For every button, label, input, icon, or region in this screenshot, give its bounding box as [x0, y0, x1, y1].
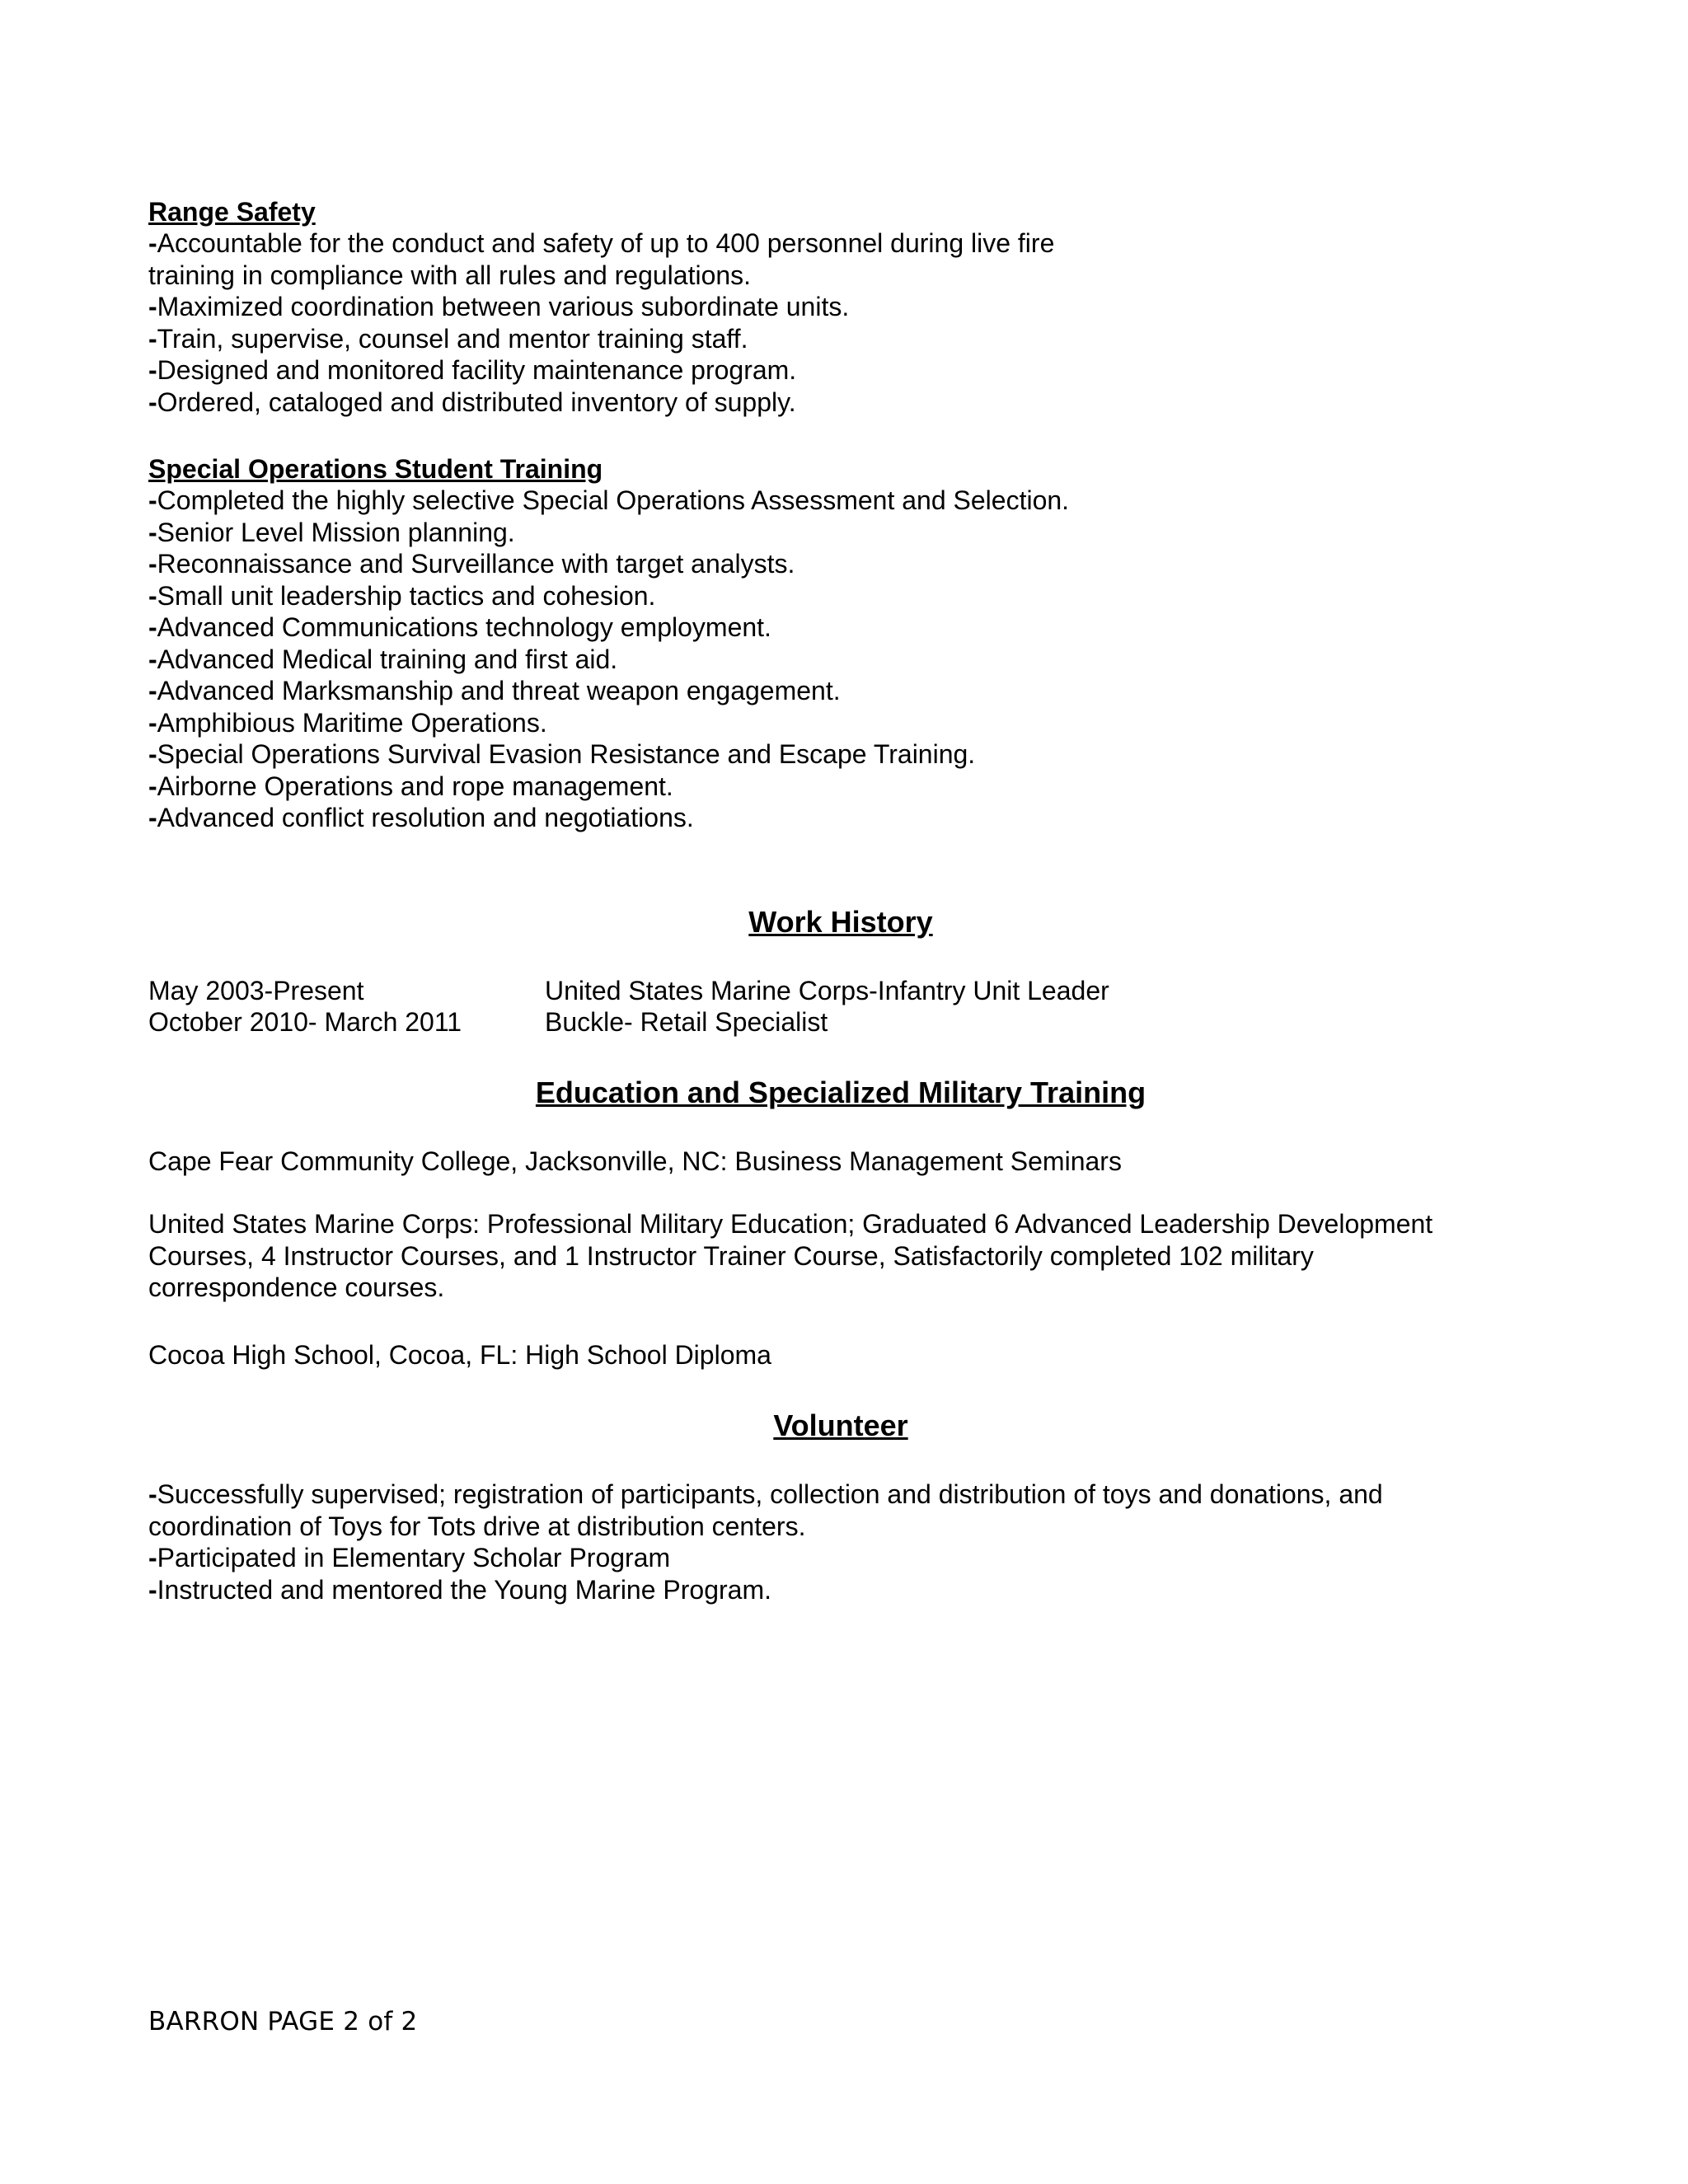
special-ops-item: -Senior Level Mission planning. [148, 517, 515, 547]
bullet-dash: - [148, 1479, 157, 1509]
special-ops-item: -Completed the highly selective Special Operations Assessment and Selection. [148, 485, 1070, 515]
work-role: Buckle- Retail Specialist [545, 1007, 828, 1037]
education-title: Education and Specialized Military Training [535, 1075, 1146, 1109]
page-footer: BARRON PAGE 2 of 2 [148, 2007, 418, 2036]
bullet-dash: - [148, 707, 157, 738]
bullet-dash: - [148, 771, 157, 801]
range-safety-item: -Maximized coordination between various subordinate units. [148, 292, 850, 321]
work-history-row [148, 1006, 1550, 1038]
work-history-row [148, 975, 1550, 1007]
special-ops-item: -Reconnaissance and Surveillance with target analysts. [148, 549, 795, 579]
range-safety-item: -Accountable for the conduct and safety of up to 400 personnel during live fire [148, 228, 1055, 258]
bullet-dash: - [148, 228, 157, 258]
education-entry-line: correspondence courses. [148, 1272, 445, 1302]
special-ops-item: -Amphibious Maritime Operations. [148, 707, 547, 738]
education-entry: Cocoa High School, Cocoa, FL: High School Diploma [148, 1339, 771, 1370]
bullet-dash: - [148, 323, 157, 354]
volunteer-item: -Successfully supervised; registration of participants, collection and distribution of toys and donations, and [148, 1479, 1383, 1509]
range-safety-item-continuation: training in compliance with all rules and regulations. [148, 260, 752, 290]
volunteer-section [148, 1408, 1550, 1605]
special-ops-section [148, 453, 1550, 834]
education-entry-line: Courses, 4 Instructor Courses, and 1 Instructor Trainer Course, Satisfactorily completed 102 military [148, 1240, 1314, 1271]
work-dates: May 2003-Present [148, 975, 364, 1005]
volunteer-item-continuation: coordination of Toys for Tots drive at distribution centers. [148, 1511, 806, 1541]
range-safety-section [148, 196, 1550, 418]
special-ops-item: -Airborne Operations and rope management. [148, 771, 673, 801]
education-entry-line: United States Marine Corps: Professional Military Education; Graduated 6 Advanced Leadership Development [148, 1209, 1433, 1239]
resume-page-body [148, 196, 1550, 1605]
bullet-dash: - [148, 517, 157, 547]
special-ops-item: -Advanced Communications technology employment. [148, 612, 771, 642]
bullet-dash: - [148, 803, 157, 832]
bullet-dash: - [148, 292, 157, 321]
range-safety-item: -Designed and monitored facility maintenance program. [148, 355, 797, 385]
bullet-dash: - [148, 580, 157, 611]
special-ops-item: -Advanced Medical training and first aid. [148, 644, 618, 674]
special-ops-heading: Special Operations Student Training [148, 454, 603, 484]
special-ops-item: -Special Operations Survival Evasion Resistance and Escape Training. [148, 739, 976, 769]
special-ops-item: -Advanced conflict resolution and negotiations. [148, 803, 694, 832]
range-safety-item: -Train, supervise, counsel and mentor training staff. [148, 323, 748, 354]
bullet-dash: - [148, 387, 157, 417]
education-entry [148, 1208, 1550, 1304]
bullet-dash: - [148, 485, 157, 515]
bullet-dash: - [148, 1543, 157, 1572]
range-safety-item: -Ordered, cataloged and distributed inventory of supply. [148, 387, 796, 417]
special-ops-item: -Advanced Marksmanship and threat weapon engagement. [148, 676, 841, 705]
volunteer-title: Volunteer [773, 1408, 908, 1442]
bullet-dash: - [148, 739, 157, 769]
education-section [148, 1076, 1550, 1371]
volunteer-item: -Participated in Elementary Scholar Program [148, 1543, 671, 1572]
work-history-section [148, 905, 1550, 1038]
bullet-dash: - [148, 355, 157, 385]
range-safety-heading: Range Safety [148, 197, 316, 227]
bullet-dash: - [148, 549, 157, 579]
work-history-title: Work History [748, 904, 933, 939]
education-entry: Cape Fear Community College, Jacksonville, NC: Business Management Seminars [148, 1146, 1122, 1176]
bullet-dash: - [148, 644, 157, 674]
work-role: United States Marine Corps-Infantry Unit Leader [545, 975, 1109, 1005]
work-dates: October 2010- March 2011 [148, 1007, 462, 1037]
bullet-dash: - [148, 612, 157, 642]
special-ops-item: -Small unit leadership tactics and cohesion. [148, 580, 656, 611]
bullet-dash: - [148, 676, 157, 705]
volunteer-item: -Instructed and mentored the Young Marine Program. [148, 1574, 771, 1605]
bullet-dash: - [148, 1574, 157, 1605]
